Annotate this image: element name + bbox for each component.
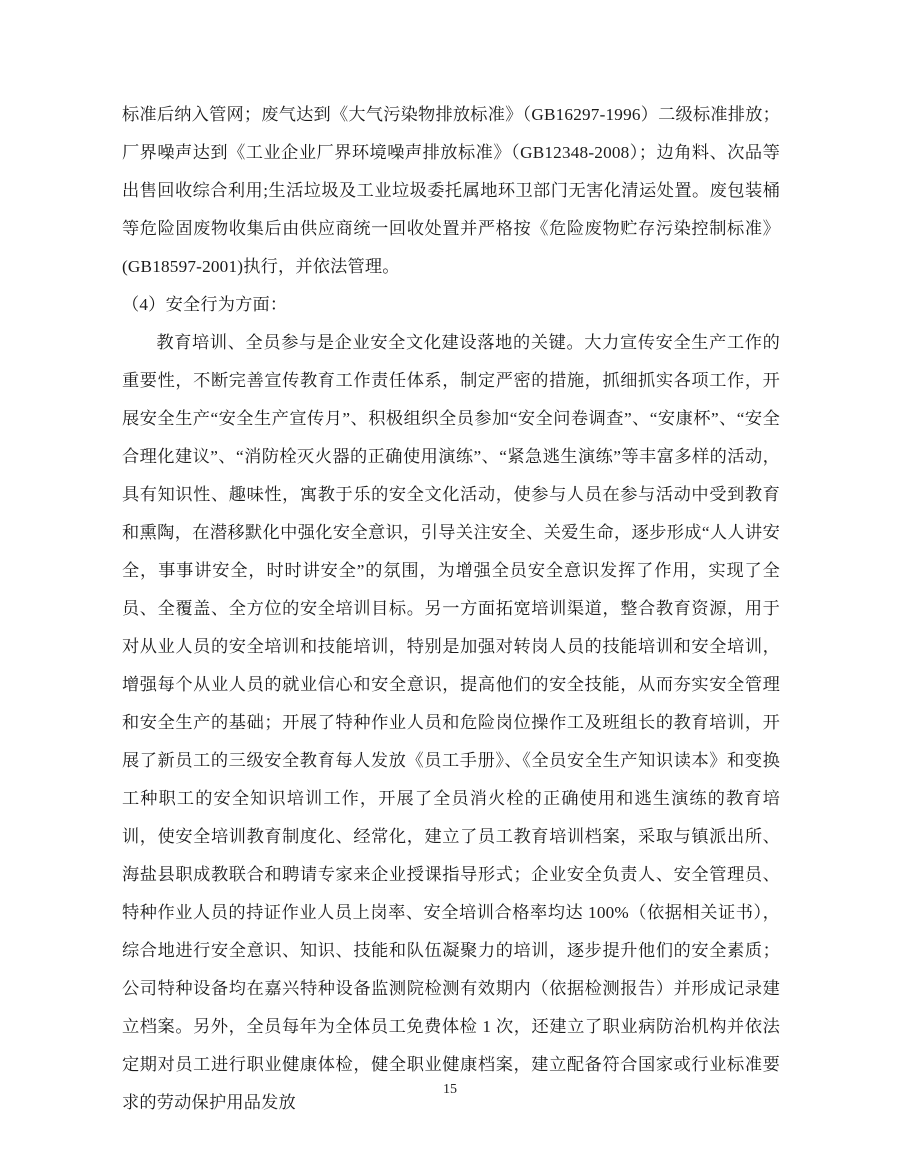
- page-body: [122, 96, 780, 1122]
- paragraph-safety-training: 教育培训、全员参与是企业安全文化建设落地的关键。大力宣传安全生产工作的重要性，不断完善宣传教育工作责任体系，制定严密的措施，抓细抓实各项工作，开展安全生产“安全生产宣传月”、积极组织全员参加“安全问卷调查”、“安康杯”、“安全合理化建议”、“消防栓灭火器的正确使用演练”、“紧急逃生演练”等丰富多样的活动，具有知识性、趣味性，寓教于乐的安全文化活动，使参与人员在参与活动中受到教育和熏陶，在潜移默化中强化安全意识，引导关注安全、关爱生命，逐步形成“人人讲安全，事事讲安全，时时讲安全”的氛围，为增强全员安全意识发挥了作用，实现了全员、全覆盖、全方位的安全培训目标。另一方面拓宽培训渠道，整合教育资源，用于对从业人员的安全培训和技能培训，特别是加强对转岗人员的技能培训和安全培训，增强每个从业人员的就业信心和安全意识，提高他们的安全技能，从而夯实安全管理和安全生产的基础；开展了特种作业人员和危险岗位操作工及班组长的教育培训，开展了新员工的三级安全教育每人发放《员工手册》、《全员安全生产知识读本》和变换工种职工的安全知识培训工作，开展了全员消火栓的正确使用和逃生演练的教育培训，使安全培训教育制度化、经常化，建立了员工教育培训档案，采取与镇派出所、海盐县职成教联合和聘请专家来企业授课指导形式；企业安全负责人、安全管理员、特种作业人员的持证作业人员上岗率、安全培训合格率均达 100%（依据相关证书），综合地进行安全意识、知识、技能和队伍凝聚力的培训，逐步提升他们的安全素质；公司特种设备均在嘉兴特种设备监测院检测有效期内（依据检测报告）并形成记录建立档案。另外，全员每年为全体员工免费体检 1 次，还建立了职业病防治机构并依法定期对员工进行职业健康体检，健全职业健康档案，建立配备符合国家或行业标准要求的劳动保护用品发放: [122, 333, 780, 1112]
- page-number: 15: [443, 1082, 457, 1097]
- paragraph-section-heading: （4）安全行为方面：: [122, 295, 288, 314]
- paragraph-environment-standards: 标准后纳入管网；废气达到《大气污染物排放标准》（GB16297-1996）二级标准排放；厂界噪声达到《工业企业厂界环境噪声排放标准》（GB12348-2008）；边角料、次品等出售回收综合利用;生活垃圾及工业垃圾委托属地环卫部门无害化清运处置。废包装桶等危险固废物收集后由供应商统一回收处置并严格按《危险废物贮存污染控制标准》(GB18597-2001)执行，并依法管理。: [122, 105, 780, 276]
